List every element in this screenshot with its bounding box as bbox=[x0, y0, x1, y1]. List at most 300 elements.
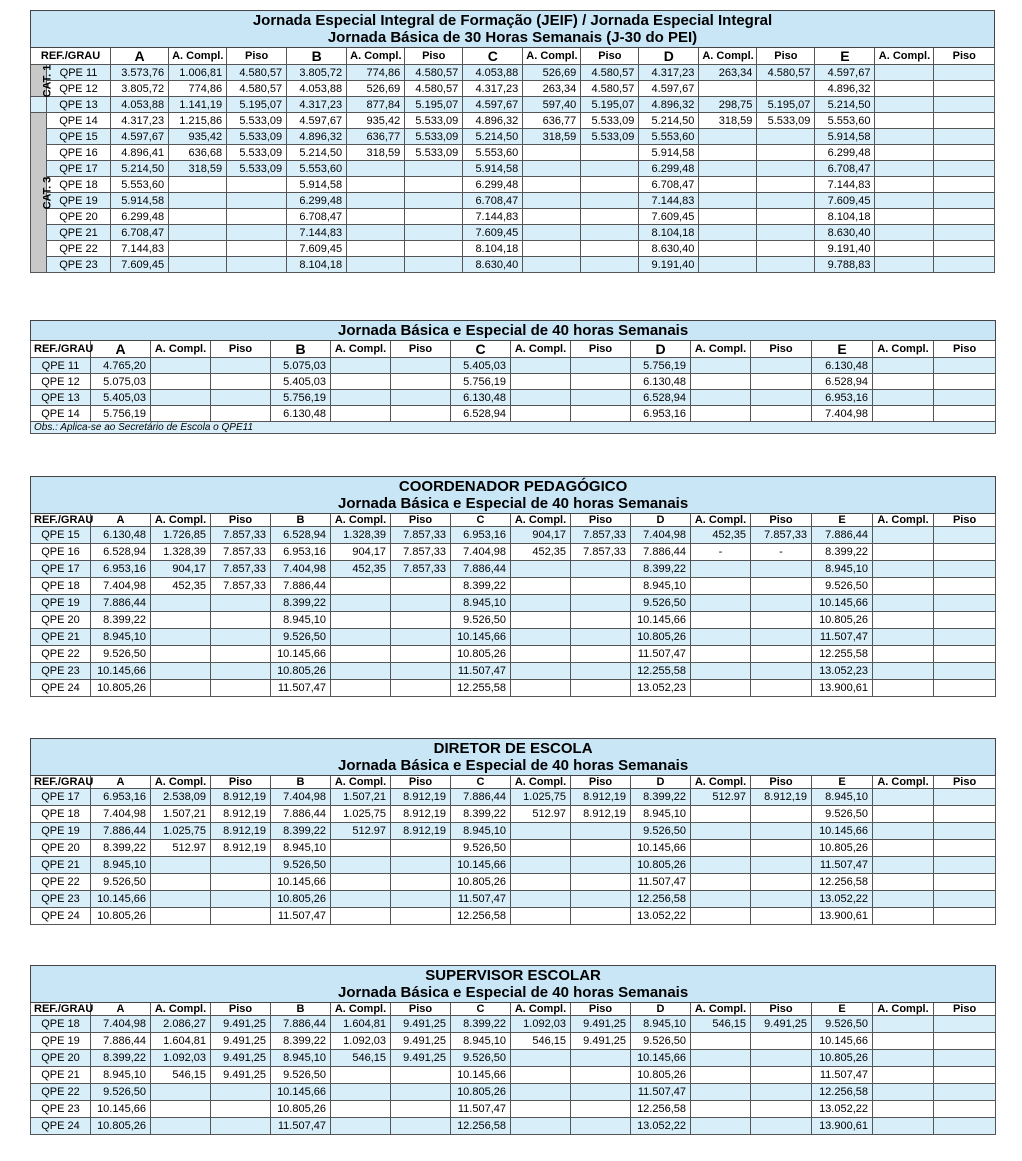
value-cell: 298,75 bbox=[699, 97, 757, 113]
value-cell: 7.404,98 bbox=[631, 527, 691, 544]
value-cell bbox=[873, 390, 934, 406]
value-cell bbox=[391, 1084, 451, 1101]
value-cell bbox=[691, 612, 751, 629]
value-cell bbox=[405, 209, 463, 225]
value-cell bbox=[511, 663, 571, 680]
value-cell: 8.104,18 bbox=[287, 257, 347, 273]
column-header-piso: Piso bbox=[391, 1003, 451, 1016]
value-cell bbox=[391, 358, 451, 374]
value-cell: 10.145,66 bbox=[451, 629, 511, 646]
value-cell: 5.756,19 bbox=[451, 374, 511, 390]
value-cell bbox=[875, 225, 934, 241]
table-row bbox=[31, 406, 996, 422]
column-header-d: D bbox=[631, 341, 691, 358]
value-cell bbox=[934, 390, 996, 406]
ref-cell: QPE 22 bbox=[47, 241, 111, 257]
value-cell bbox=[523, 241, 581, 257]
column-header-compl: A. Compl. bbox=[873, 514, 934, 527]
value-cell bbox=[511, 1067, 571, 1084]
ref-cell: QPE 20 bbox=[47, 209, 111, 225]
value-cell bbox=[571, 874, 631, 891]
value-cell bbox=[691, 629, 751, 646]
value-cell: 7.609,45 bbox=[287, 241, 347, 257]
value-cell: 6.953,16 bbox=[91, 789, 151, 806]
value-cell: 10.145,66 bbox=[631, 1050, 691, 1067]
value-cell: 5.214,50 bbox=[815, 97, 875, 113]
value-cell: 7.857,33 bbox=[391, 544, 451, 561]
value-cell bbox=[934, 1101, 996, 1118]
column-header-row bbox=[31, 1003, 996, 1016]
value-cell bbox=[873, 629, 934, 646]
value-cell: 5.756,19 bbox=[91, 406, 151, 422]
column-header-row bbox=[31, 514, 996, 527]
value-cell bbox=[169, 193, 227, 209]
table-row bbox=[31, 561, 996, 578]
column-header-compl: A. Compl. bbox=[331, 776, 391, 789]
value-cell: 1.215,86 bbox=[169, 113, 227, 129]
value-cell bbox=[169, 241, 227, 257]
value-cell bbox=[169, 209, 227, 225]
column-header-piso: Piso bbox=[391, 514, 451, 527]
column-header-compl: A. Compl. bbox=[151, 1003, 211, 1016]
column-header-ref: REF./GRAU bbox=[31, 1003, 91, 1016]
ref-cell: QPE 21 bbox=[47, 225, 111, 241]
value-cell: 5.533,09 bbox=[581, 129, 639, 145]
value-cell bbox=[211, 1101, 271, 1118]
value-cell: 8.912,19 bbox=[571, 789, 631, 806]
column-header-compl: A. Compl. bbox=[523, 48, 581, 65]
table-row bbox=[31, 81, 995, 97]
column-header-piso: Piso bbox=[757, 48, 815, 65]
value-cell: 5.533,09 bbox=[227, 161, 287, 177]
value-cell: 9.526,50 bbox=[271, 1067, 331, 1084]
value-cell bbox=[934, 561, 996, 578]
value-cell bbox=[699, 81, 757, 97]
value-cell bbox=[691, 1084, 751, 1101]
table-title bbox=[31, 739, 996, 776]
value-cell: 13.052,22 bbox=[812, 891, 873, 908]
value-cell bbox=[571, 629, 631, 646]
value-cell: 8.912,19 bbox=[391, 823, 451, 840]
value-cell: 10.805,26 bbox=[91, 1118, 151, 1135]
value-cell bbox=[571, 1118, 631, 1135]
column-header-b: B bbox=[271, 514, 331, 527]
column-header-compl: A. Compl. bbox=[151, 514, 211, 527]
value-cell: 6.708,47 bbox=[463, 193, 523, 209]
value-cell bbox=[331, 358, 391, 374]
column-header-piso: Piso bbox=[571, 341, 631, 358]
value-cell bbox=[751, 1050, 812, 1067]
value-cell bbox=[934, 908, 996, 925]
value-cell: 1.006,81 bbox=[169, 65, 227, 81]
table-title bbox=[31, 966, 996, 1003]
value-cell: 4.896,32 bbox=[639, 97, 699, 113]
value-cell: 4.053,88 bbox=[287, 81, 347, 97]
ref-cell: QPE 16 bbox=[47, 145, 111, 161]
value-cell bbox=[691, 840, 751, 857]
table-row bbox=[31, 1033, 996, 1050]
value-cell bbox=[934, 161, 995, 177]
value-cell: 6.708,47 bbox=[111, 225, 169, 241]
value-cell: 5.914,58 bbox=[111, 193, 169, 209]
ref-cell: QPE 20 bbox=[31, 1050, 91, 1067]
table-row bbox=[31, 663, 996, 680]
value-cell: 3.805,72 bbox=[111, 81, 169, 97]
value-cell bbox=[875, 145, 934, 161]
value-cell: 11.507,47 bbox=[812, 1067, 873, 1084]
value-cell bbox=[211, 612, 271, 629]
ref-cell: QPE 23 bbox=[31, 1101, 91, 1118]
value-cell: 1.092,03 bbox=[151, 1050, 211, 1067]
value-cell: 5.914,58 bbox=[639, 145, 699, 161]
column-header-piso: Piso bbox=[211, 514, 271, 527]
value-cell: 8.912,19 bbox=[211, 840, 271, 857]
value-cell: 1.025,75 bbox=[511, 789, 571, 806]
value-cell bbox=[391, 646, 451, 663]
value-cell: 10.145,66 bbox=[451, 857, 511, 874]
value-cell: 6.953,16 bbox=[91, 561, 151, 578]
value-cell bbox=[347, 209, 405, 225]
value-cell: 7.404,98 bbox=[812, 406, 873, 422]
value-cell bbox=[211, 374, 271, 390]
ref-cell: QPE 21 bbox=[31, 1067, 91, 1084]
value-cell bbox=[151, 908, 211, 925]
value-cell bbox=[331, 595, 391, 612]
value-cell: 8.912,19 bbox=[391, 789, 451, 806]
value-cell: 11.507,47 bbox=[451, 1101, 511, 1118]
value-cell: 8.912,19 bbox=[751, 789, 812, 806]
column-header-row bbox=[31, 48, 995, 65]
value-cell bbox=[691, 374, 751, 390]
value-cell: 11.507,47 bbox=[631, 1084, 691, 1101]
value-cell: 10.145,66 bbox=[91, 1101, 151, 1118]
value-cell bbox=[571, 891, 631, 908]
value-cell bbox=[751, 680, 812, 697]
column-header-ref: REF./GRAU bbox=[31, 514, 91, 527]
table-row bbox=[31, 177, 995, 193]
table-row bbox=[31, 544, 996, 561]
table-row bbox=[31, 527, 996, 544]
value-cell: 11.507,47 bbox=[631, 646, 691, 663]
value-cell bbox=[691, 561, 751, 578]
value-cell: 526,69 bbox=[523, 65, 581, 81]
value-cell: 8.399,22 bbox=[271, 823, 331, 840]
value-cell bbox=[875, 97, 934, 113]
value-cell: 6.528,94 bbox=[631, 390, 691, 406]
value-cell: 1.507,21 bbox=[151, 806, 211, 823]
value-cell: 9.491,25 bbox=[391, 1016, 451, 1033]
value-cell: 8.945,10 bbox=[271, 840, 331, 857]
table-row bbox=[31, 129, 995, 145]
table-title-line-2: Jornada Básica e Especial de 40 horas Semanais bbox=[338, 757, 689, 774]
value-cell bbox=[691, 874, 751, 891]
value-cell bbox=[211, 406, 271, 422]
column-header-a: A bbox=[91, 776, 151, 789]
value-cell bbox=[211, 874, 271, 891]
value-cell: 10.805,26 bbox=[271, 663, 331, 680]
value-cell bbox=[934, 789, 996, 806]
value-cell bbox=[571, 406, 631, 422]
value-cell: 7.886,44 bbox=[271, 578, 331, 595]
value-cell: 1.328,39 bbox=[331, 527, 391, 544]
value-cell: 6.130,48 bbox=[451, 390, 511, 406]
value-cell bbox=[511, 1118, 571, 1135]
value-cell bbox=[873, 1016, 934, 1033]
coordenador-pedagogico-table bbox=[30, 476, 996, 697]
value-cell: 3.805,72 bbox=[287, 65, 347, 81]
value-cell: 8.399,22 bbox=[91, 840, 151, 857]
value-cell bbox=[934, 1033, 996, 1050]
value-cell bbox=[405, 161, 463, 177]
value-cell bbox=[331, 908, 391, 925]
value-cell bbox=[751, 1084, 812, 1101]
value-cell: 7.404,98 bbox=[451, 544, 511, 561]
column-header-compl: A. Compl. bbox=[873, 1003, 934, 1016]
column-header-row bbox=[31, 341, 996, 358]
value-cell bbox=[511, 595, 571, 612]
column-header-compl: A. Compl. bbox=[511, 1003, 571, 1016]
value-cell bbox=[691, 1067, 751, 1084]
value-cell bbox=[581, 193, 639, 209]
value-cell: 452,35 bbox=[511, 544, 571, 561]
value-cell bbox=[571, 595, 631, 612]
column-header-compl: A. Compl. bbox=[331, 1003, 391, 1016]
value-cell bbox=[875, 209, 934, 225]
value-cell bbox=[699, 161, 757, 177]
value-cell bbox=[571, 578, 631, 595]
value-cell bbox=[873, 646, 934, 663]
value-cell: 4.317,23 bbox=[463, 81, 523, 97]
value-cell: 5.553,60 bbox=[815, 113, 875, 129]
value-cell bbox=[151, 612, 211, 629]
value-cell bbox=[523, 177, 581, 193]
value-cell: 7.404,98 bbox=[91, 806, 151, 823]
value-cell bbox=[211, 891, 271, 908]
value-cell bbox=[934, 891, 996, 908]
value-cell bbox=[757, 145, 815, 161]
value-cell bbox=[331, 1118, 391, 1135]
value-cell: 10.805,26 bbox=[271, 1101, 331, 1118]
value-cell: 7.404,98 bbox=[91, 1016, 151, 1033]
value-cell bbox=[934, 1050, 996, 1067]
value-cell: 4.580,57 bbox=[405, 81, 463, 97]
value-cell: 8.630,40 bbox=[815, 225, 875, 241]
table-row bbox=[31, 806, 996, 823]
value-cell bbox=[151, 891, 211, 908]
value-cell bbox=[699, 193, 757, 209]
table-title-line-1: COORDENADOR PEDAGÓGICO bbox=[398, 478, 628, 495]
value-cell: 8.399,22 bbox=[91, 1050, 151, 1067]
value-cell bbox=[391, 891, 451, 908]
value-cell bbox=[405, 257, 463, 273]
column-header-piso: Piso bbox=[211, 341, 271, 358]
table-row bbox=[31, 257, 995, 273]
value-cell bbox=[934, 209, 995, 225]
value-cell bbox=[699, 177, 757, 193]
value-cell: 5.195,07 bbox=[405, 97, 463, 113]
column-header-c: C bbox=[451, 514, 511, 527]
table-title bbox=[31, 11, 995, 48]
value-cell bbox=[523, 257, 581, 273]
value-cell: 4.053,88 bbox=[463, 65, 523, 81]
value-cell bbox=[211, 390, 271, 406]
value-cell: 4.896,32 bbox=[287, 129, 347, 145]
value-cell bbox=[934, 97, 995, 113]
value-cell: 1.604,81 bbox=[151, 1033, 211, 1050]
value-cell bbox=[934, 1067, 996, 1084]
value-cell bbox=[211, 680, 271, 697]
value-cell: 12.256,58 bbox=[812, 874, 873, 891]
value-cell: 11.507,47 bbox=[812, 857, 873, 874]
value-cell bbox=[691, 823, 751, 840]
value-cell bbox=[151, 390, 211, 406]
table-title-line-1: SUPERVISOR ESCOLAR bbox=[425, 967, 601, 984]
value-cell: 6.528,94 bbox=[91, 544, 151, 561]
column-header-piso: Piso bbox=[934, 1003, 996, 1016]
value-cell bbox=[169, 257, 227, 273]
value-cell: 6.708,47 bbox=[639, 177, 699, 193]
value-cell: 1.025,75 bbox=[151, 823, 211, 840]
value-cell: 8.399,22 bbox=[271, 595, 331, 612]
value-cell: 9.526,50 bbox=[812, 806, 873, 823]
value-cell: 5.214,50 bbox=[111, 161, 169, 177]
value-cell bbox=[391, 663, 451, 680]
value-cell: 7.609,45 bbox=[639, 209, 699, 225]
table-row bbox=[31, 595, 996, 612]
table-row bbox=[31, 225, 995, 241]
table-row bbox=[31, 612, 996, 629]
value-cell: 4.896,32 bbox=[463, 113, 523, 129]
table-row bbox=[31, 646, 996, 663]
value-cell bbox=[347, 161, 405, 177]
column-header-piso: Piso bbox=[934, 341, 996, 358]
value-cell bbox=[875, 81, 934, 97]
table-row bbox=[31, 874, 996, 891]
ref-cell: QPE 17 bbox=[47, 161, 111, 177]
value-cell: 9.491,25 bbox=[211, 1067, 271, 1084]
column-header-piso: Piso bbox=[934, 776, 996, 789]
value-cell bbox=[581, 241, 639, 257]
value-cell bbox=[934, 578, 996, 595]
column-header-compl: A. Compl. bbox=[691, 341, 751, 358]
value-cell bbox=[151, 1118, 211, 1135]
value-cell: 7.144,83 bbox=[815, 177, 875, 193]
value-cell bbox=[691, 1050, 751, 1067]
value-cell bbox=[511, 1084, 571, 1101]
value-cell bbox=[151, 1084, 211, 1101]
value-cell: 4.580,57 bbox=[581, 81, 639, 97]
column-header-e: E bbox=[812, 514, 873, 527]
column-header-piso: Piso bbox=[934, 514, 996, 527]
value-cell bbox=[751, 595, 812, 612]
value-cell: 13.900,61 bbox=[812, 680, 873, 697]
column-header-piso: Piso bbox=[751, 514, 812, 527]
column-header-piso: Piso bbox=[211, 1003, 271, 1016]
value-cell: 5.756,19 bbox=[631, 358, 691, 374]
value-cell: 4.597,67 bbox=[639, 81, 699, 97]
value-cell bbox=[934, 527, 996, 544]
ref-cell: QPE 19 bbox=[31, 1033, 91, 1050]
value-cell: 4.597,67 bbox=[287, 113, 347, 129]
value-cell: 10.145,66 bbox=[271, 1084, 331, 1101]
value-cell bbox=[873, 823, 934, 840]
value-cell bbox=[511, 874, 571, 891]
value-cell: 5.553,60 bbox=[111, 177, 169, 193]
value-cell bbox=[757, 209, 815, 225]
table-row bbox=[31, 1067, 996, 1084]
value-cell: 7.857,33 bbox=[391, 561, 451, 578]
value-cell bbox=[757, 81, 815, 97]
value-cell: 4.580,57 bbox=[757, 65, 815, 81]
value-cell: 452,35 bbox=[691, 527, 751, 544]
value-cell bbox=[523, 145, 581, 161]
column-header-compl: A. Compl. bbox=[691, 776, 751, 789]
value-cell bbox=[511, 823, 571, 840]
value-cell bbox=[391, 406, 451, 422]
value-cell: 5.214,50 bbox=[287, 145, 347, 161]
value-cell: 318,59 bbox=[523, 129, 581, 145]
value-cell bbox=[757, 257, 815, 273]
value-cell bbox=[691, 891, 751, 908]
value-cell: 7.857,33 bbox=[571, 527, 631, 544]
value-cell bbox=[151, 406, 211, 422]
value-cell: 5.195,07 bbox=[581, 97, 639, 113]
value-cell bbox=[511, 390, 571, 406]
value-cell: 6.953,16 bbox=[451, 527, 511, 544]
table-row bbox=[31, 680, 996, 697]
column-header-compl: A. Compl. bbox=[691, 1003, 751, 1016]
value-cell: 12.256,58 bbox=[631, 1101, 691, 1118]
value-cell: 6.708,47 bbox=[287, 209, 347, 225]
value-cell bbox=[873, 789, 934, 806]
value-cell: 9.526,50 bbox=[812, 1016, 873, 1033]
value-cell: 6.528,94 bbox=[271, 527, 331, 544]
value-cell bbox=[331, 874, 391, 891]
value-cell bbox=[331, 891, 391, 908]
value-cell bbox=[757, 225, 815, 241]
value-cell: 10.145,66 bbox=[91, 663, 151, 680]
ref-cell: QPE 24 bbox=[31, 908, 91, 925]
value-cell: 8.399,22 bbox=[451, 578, 511, 595]
value-cell bbox=[751, 840, 812, 857]
value-cell bbox=[391, 874, 451, 891]
value-cell bbox=[875, 129, 934, 145]
value-cell: 9.526,50 bbox=[631, 823, 691, 840]
value-cell bbox=[347, 257, 405, 273]
value-cell bbox=[934, 874, 996, 891]
value-cell bbox=[227, 209, 287, 225]
value-cell bbox=[405, 193, 463, 209]
value-cell: 263,34 bbox=[523, 81, 581, 97]
value-cell: 935,42 bbox=[347, 113, 405, 129]
value-cell: 7.886,44 bbox=[91, 1033, 151, 1050]
value-cell: 4.317,23 bbox=[639, 65, 699, 81]
column-header-piso: Piso bbox=[405, 48, 463, 65]
value-cell bbox=[347, 177, 405, 193]
column-header-piso: Piso bbox=[391, 341, 451, 358]
table-row bbox=[31, 840, 996, 857]
value-cell bbox=[873, 663, 934, 680]
value-cell bbox=[169, 225, 227, 241]
value-cell bbox=[934, 823, 996, 840]
value-cell bbox=[691, 663, 751, 680]
value-cell: 6.953,16 bbox=[631, 406, 691, 422]
value-cell bbox=[391, 1067, 451, 1084]
value-cell bbox=[511, 561, 571, 578]
value-cell: 4.597,67 bbox=[111, 129, 169, 145]
value-cell: 546,15 bbox=[511, 1033, 571, 1050]
value-cell: 4.580,57 bbox=[581, 65, 639, 81]
